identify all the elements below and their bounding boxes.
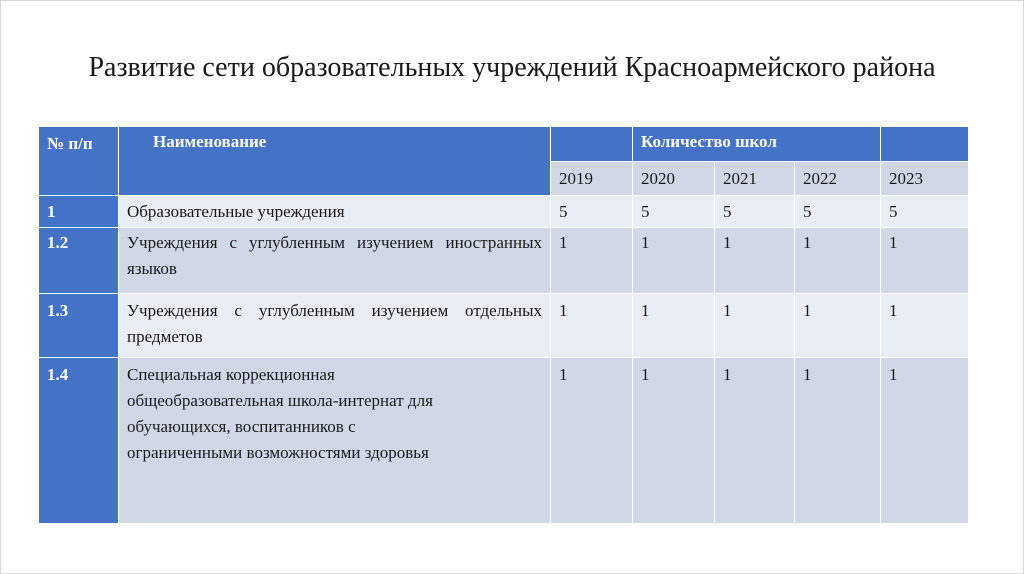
row-value: 1 [795, 358, 881, 524]
row-value: 5 [551, 196, 633, 228]
row-value: 1 [633, 358, 715, 524]
row-name: Специальная коррекционная общеобразовательная школа-интернат для обучающихся, воспитанников с ограниченными возможностями здоровья [119, 358, 551, 524]
row-value: 1 [795, 294, 881, 358]
row-num: 1.2 [39, 228, 119, 294]
row-value: 1 [715, 294, 795, 358]
table-row [39, 358, 969, 524]
year-cell: 2020 [633, 161, 715, 196]
table-row [39, 228, 969, 294]
table-row [39, 196, 969, 228]
row-num: 1.3 [39, 294, 119, 358]
year-cell: 2021 [715, 161, 795, 196]
schools-table [38, 126, 969, 524]
year-cell: 2023 [881, 161, 969, 196]
row-value: 1 [633, 294, 715, 358]
row-value: 1 [633, 228, 715, 294]
row-value: 1 [551, 294, 633, 358]
row-name: Учреждения с углубленным изучением отдельных предметов [119, 294, 551, 358]
row-value: 1 [551, 228, 633, 294]
row-value: 1 [881, 228, 969, 294]
row-value: 1 [881, 294, 969, 358]
row-value: 5 [795, 196, 881, 228]
row-value: 5 [881, 196, 969, 228]
row-num: 1 [39, 196, 119, 228]
row-value: 1 [795, 228, 881, 294]
year-cell: 2019 [551, 161, 633, 196]
slide-title: Развитие сети образовательных учреждений Красноармейского района [88, 52, 936, 83]
header-blank-right [881, 127, 969, 162]
row-value: 1 [551, 358, 633, 524]
row-value: 1 [881, 358, 969, 524]
header-num: № п/п [39, 127, 119, 196]
header-row [39, 127, 969, 162]
row-num: 1.4 [39, 358, 119, 524]
header-count: Количество школ [633, 127, 881, 162]
row-name: Учреждения с углубленным изучением иностранных языков [119, 228, 551, 294]
table-row [39, 294, 969, 358]
header-name: Наименование [119, 127, 551, 196]
year-cell: 2022 [795, 161, 881, 196]
row-value: 5 [633, 196, 715, 228]
row-value: 5 [715, 196, 795, 228]
row-name: Образовательные учреждения [119, 196, 551, 228]
row-value: 1 [715, 228, 795, 294]
header-blank-left [551, 127, 633, 162]
row-value: 1 [715, 358, 795, 524]
